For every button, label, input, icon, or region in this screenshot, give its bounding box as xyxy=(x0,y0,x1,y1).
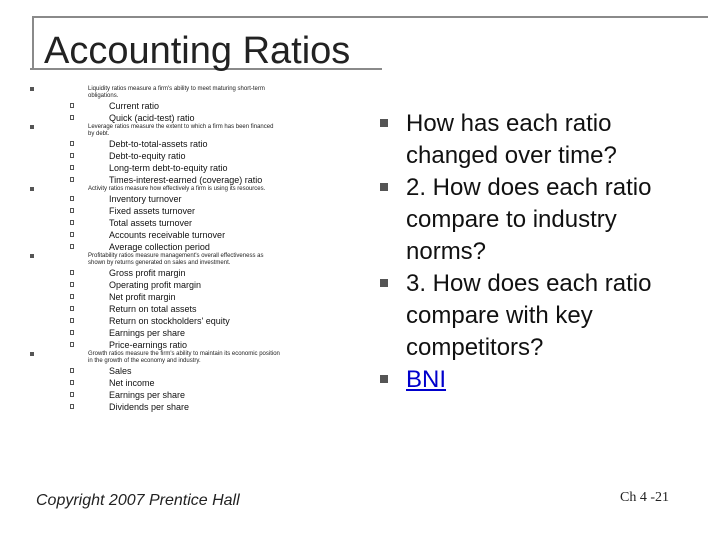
square-bullet-icon xyxy=(380,119,388,127)
ratio-item-label: Price-earnings ratio xyxy=(109,340,188,350)
ratio-item-label: Net profit margin xyxy=(109,292,176,302)
ratio-item-label: Current ratio xyxy=(109,101,160,111)
ratio-category-description xyxy=(28,93,358,100)
hollow-square-bullet-icon xyxy=(70,115,74,120)
ratio-item xyxy=(28,162,358,174)
ratio-item xyxy=(28,150,358,162)
ratio-item xyxy=(28,315,358,327)
description-text: shown by returns generated on sales and investment. xyxy=(88,260,231,266)
description-text: obligations. xyxy=(88,93,119,99)
hollow-square-bullet-icon xyxy=(70,165,74,170)
question-text: How has each ratio changed over time? xyxy=(406,110,617,169)
square-bullet-icon xyxy=(380,279,388,287)
question-text: 3. How does each ratio compare with key competitors? xyxy=(406,270,652,361)
ratio-item xyxy=(28,217,358,229)
hollow-square-bullet-icon xyxy=(70,342,74,347)
hollow-square-bullet-icon xyxy=(70,208,74,213)
hollow-square-bullet-icon xyxy=(70,306,74,311)
analysis-questions-list xyxy=(380,108,700,396)
ratio-item-label: Times-interest-earned (coverage) ratio xyxy=(109,175,263,185)
square-bullet-icon xyxy=(380,375,388,383)
ratio-category xyxy=(28,86,358,124)
description-text: Liquidity ratios measure a firm's ability to meet maturing short-term xyxy=(88,86,265,92)
hollow-square-bullet-icon xyxy=(70,282,74,287)
question-item xyxy=(380,268,700,364)
ratio-item xyxy=(28,327,358,339)
ratio-item xyxy=(28,365,358,377)
hollow-square-bullet-icon xyxy=(70,232,74,237)
ratio-category-description xyxy=(28,124,358,131)
question-text: 2. How does each ratio compare to industry norms? xyxy=(406,174,652,265)
ratio-item xyxy=(28,241,358,253)
square-bullet-icon xyxy=(380,183,388,191)
question-item xyxy=(380,108,700,172)
ratio-item-label: Fixed assets turnover xyxy=(109,206,196,216)
hollow-square-bullet-icon xyxy=(70,330,74,335)
hollow-square-bullet-icon xyxy=(70,392,74,397)
ratio-item-label: Return on total assets xyxy=(109,304,197,314)
hollow-square-bullet-icon xyxy=(70,380,74,385)
ratio-item xyxy=(28,377,358,389)
ratio-item-label: Long-term debt-to-equity ratio xyxy=(109,163,228,173)
ratio-item xyxy=(28,205,358,217)
ratio-item-label: Quick (acid-test) ratio xyxy=(109,113,195,123)
ratio-category-description xyxy=(28,86,358,93)
ratio-category xyxy=(28,351,358,413)
ratio-categories-list xyxy=(28,86,358,413)
ratio-item-label: Average collection period xyxy=(109,242,210,252)
title-frame-left-rule xyxy=(32,16,34,68)
slide-number: Ch 4 -21 xyxy=(620,490,669,505)
hollow-square-bullet-icon xyxy=(70,368,74,373)
ratio-item xyxy=(28,193,358,205)
hollow-square-bullet-icon xyxy=(70,220,74,225)
ratio-item xyxy=(28,229,358,241)
hollow-square-bullet-icon xyxy=(70,318,74,323)
slide-title: Accounting Ratios xyxy=(44,30,351,72)
hollow-square-bullet-icon xyxy=(70,244,74,249)
description-text: Growth ratios measure the firm's ability to maintain its economic position xyxy=(88,351,280,357)
ratio-item-label: Total assets turnover xyxy=(109,218,193,228)
ratio-item xyxy=(28,291,358,303)
ratio-item xyxy=(28,174,358,186)
ratio-item-label: Operating profit margin xyxy=(109,280,202,290)
square-bullet-icon xyxy=(30,125,34,129)
ratio-category-description xyxy=(28,260,358,267)
ratio-category-description xyxy=(28,186,358,193)
ratio-item-label: Debt-to-total-assets ratio xyxy=(109,139,208,149)
square-bullet-icon xyxy=(30,352,34,356)
ratio-item-label: Accounts receivable turnover xyxy=(109,230,226,240)
ratio-item-label: Dividends per share xyxy=(109,402,190,412)
title-frame-top-rule xyxy=(32,16,708,18)
ratio-item-label: Earnings per share xyxy=(109,390,186,400)
square-bullet-icon xyxy=(30,254,34,258)
ratio-item-label: Net income xyxy=(109,378,155,388)
ratio-item xyxy=(28,401,358,413)
ratio-item xyxy=(28,279,358,291)
ratio-item-label: Sales xyxy=(109,366,132,376)
description-text: Activity ratios measure how effectively a firm is using its resources. xyxy=(88,186,266,192)
bni-link[interactable]: BNI xyxy=(406,366,447,393)
description-text: Profitability ratios measure management's overall effectiveness as xyxy=(88,253,264,259)
question-item xyxy=(380,364,700,396)
ratio-category xyxy=(28,186,358,253)
hollow-square-bullet-icon xyxy=(70,141,74,146)
hollow-square-bullet-icon xyxy=(70,294,74,299)
question-item xyxy=(380,172,700,268)
ratio-item xyxy=(28,389,358,401)
square-bullet-icon xyxy=(30,87,34,91)
ratio-item xyxy=(28,138,358,150)
ratio-category xyxy=(28,124,358,186)
description-text: Leverage ratios measure the extent to which a firm has been financed xyxy=(88,124,274,130)
description-text: by debt. xyxy=(88,131,110,137)
ratio-item-label: Return on stockholders' equity xyxy=(109,316,230,326)
ratio-category-description xyxy=(28,358,358,365)
description-text: in the growth of the economy and industry. xyxy=(88,358,201,364)
ratio-item xyxy=(28,267,358,279)
copyright-footer: Copyright 2007 Prentice Hall xyxy=(36,492,240,509)
ratio-item-label: Gross profit margin xyxy=(109,268,186,278)
square-bullet-icon xyxy=(30,187,34,191)
ratio-category-description xyxy=(28,253,358,260)
hollow-square-bullet-icon xyxy=(70,177,74,182)
hollow-square-bullet-icon xyxy=(70,103,74,108)
ratio-item-label: Debt-to-equity ratio xyxy=(109,151,186,161)
ratio-item xyxy=(28,100,358,112)
ratio-item xyxy=(28,339,358,351)
ratio-item-label: Earnings per share xyxy=(109,328,186,338)
hollow-square-bullet-icon xyxy=(70,404,74,409)
hollow-square-bullet-icon xyxy=(70,196,74,201)
hollow-square-bullet-icon xyxy=(70,153,74,158)
ratio-item-label: Inventory turnover xyxy=(109,194,182,204)
ratio-item xyxy=(28,303,358,315)
hollow-square-bullet-icon xyxy=(70,270,74,275)
ratio-category-description xyxy=(28,351,358,358)
ratio-category xyxy=(28,253,358,351)
ratio-item xyxy=(28,112,358,124)
ratio-category-description xyxy=(28,131,358,138)
